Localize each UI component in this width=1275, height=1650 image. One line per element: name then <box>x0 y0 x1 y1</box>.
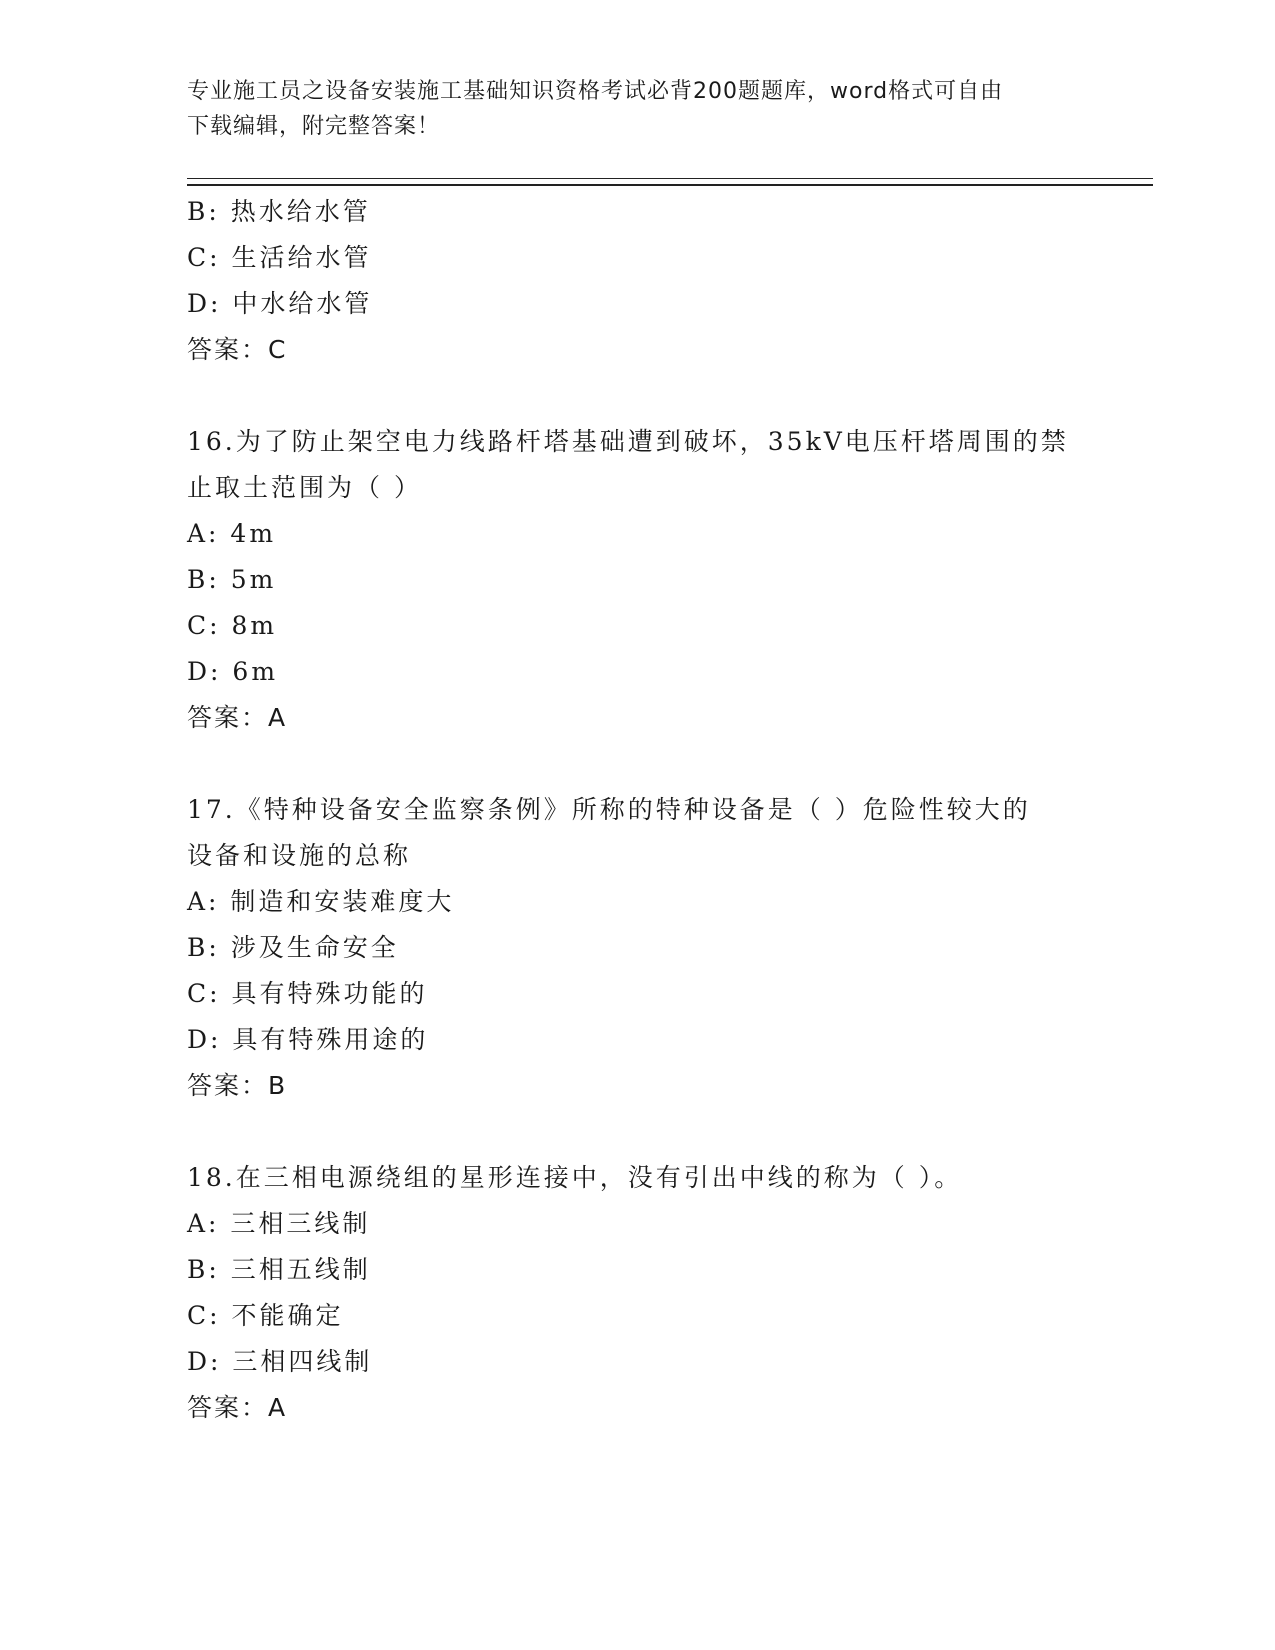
option-d: D: 6m <box>187 657 279 686</box>
option-c: C: 不能确定 <box>187 1301 344 1330</box>
question-16 <box>187 419 1087 741</box>
question-stem-line-2: 止取土范围为（ ） <box>187 473 422 502</box>
question-stem-line-1: 18.在三相电源绕组的星形连接中，没有引出中线的称为（ ）。 <box>187 1163 963 1192</box>
option-a: A: 三相三线制 <box>187 1209 371 1238</box>
question-15-continued <box>187 189 1087 373</box>
option-c: C: 具有特殊功能的 <box>187 979 428 1008</box>
header-divider <box>187 178 1153 186</box>
option-b: B: 5m <box>187 565 277 594</box>
option-c: C: 生活给水管 <box>187 243 372 272</box>
question-list <box>187 189 1087 1431</box>
option-d: D: 三相四线制 <box>187 1347 373 1376</box>
answer: 答案：C <box>187 335 288 364</box>
answer: 答案：A <box>187 1393 288 1422</box>
answer: 答案：B <box>187 1071 288 1100</box>
document-header <box>187 74 1087 144</box>
header-line-1: 专业施工员之设备安装施工基础知识资格考试必背200题题库，word格式可自由 <box>187 79 1004 104</box>
option-a: A: 4m <box>187 519 277 548</box>
answer: 答案：A <box>187 703 288 732</box>
question-17 <box>187 787 1087 1109</box>
option-b: B: 涉及生命安全 <box>187 933 399 962</box>
option-b: B: 热水给水管 <box>187 197 371 226</box>
question-18 <box>187 1155 1087 1431</box>
option-a: A: 制造和安装难度大 <box>187 887 455 916</box>
option-d: D: 中水给水管 <box>187 289 373 318</box>
header-line-2: 下载编辑，附完整答案！ <box>187 114 441 139</box>
question-stem-line-1: 16.为了防止架空电力线路杆塔基础遭到破坏，35kV电压杆塔周围的禁 <box>187 427 1069 456</box>
option-c: C: 8m <box>187 611 278 640</box>
option-d: D: 具有特殊用途的 <box>187 1025 429 1054</box>
question-stem-line-2: 设备和设施的总称 <box>187 841 412 870</box>
option-b: B: 三相五线制 <box>187 1255 371 1284</box>
question-stem-line-1: 17.《特种设备安全监察条例》所称的特种设备是（ ）危险性较大的 <box>187 795 1031 824</box>
